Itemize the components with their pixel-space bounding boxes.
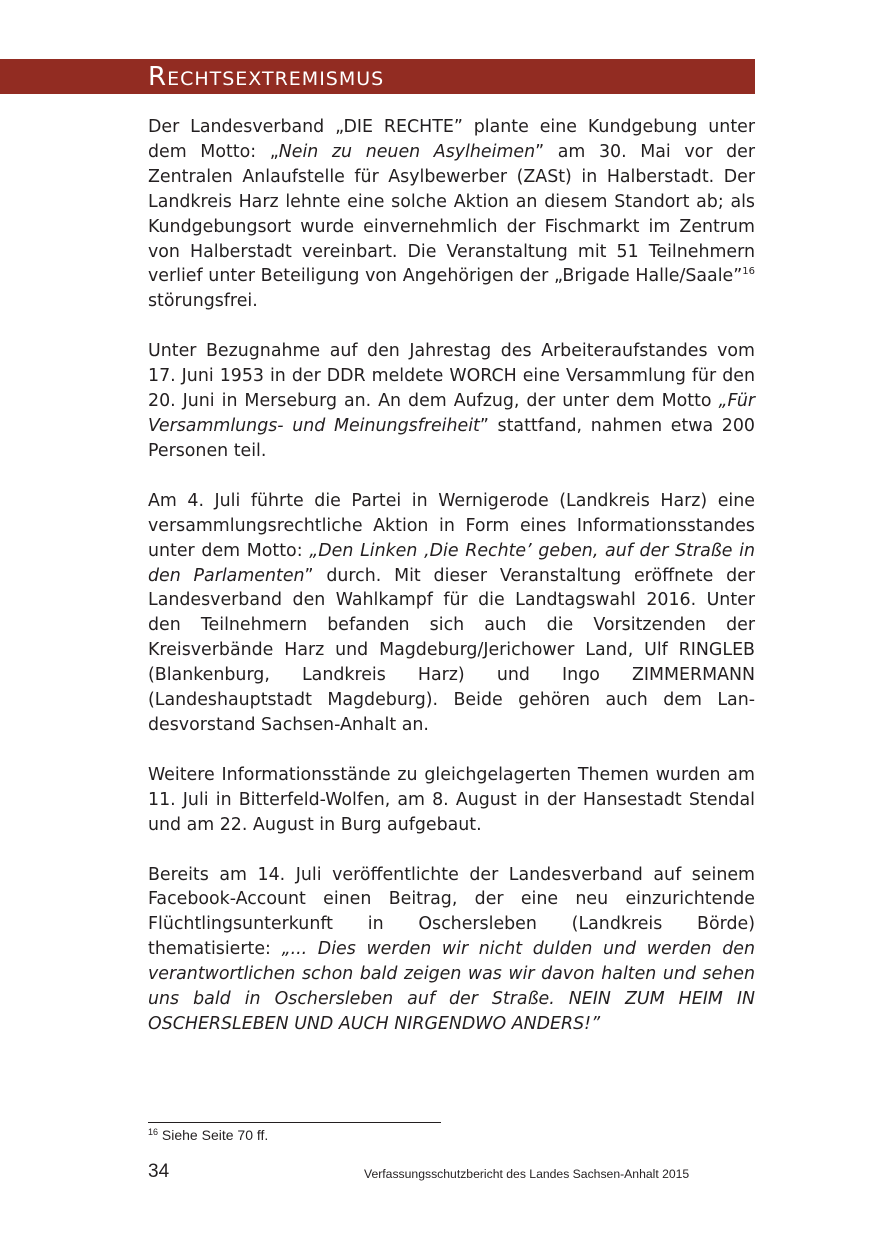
paragraph-1 (148, 115, 755, 314)
footnote-divider (148, 1122, 441, 1123)
footnote-number: 16 (148, 1127, 159, 1137)
paragraph-5-quote: „... Dies werden wir nicht dulden und werden den verantwortlichen schon bald zeigen was wir davon halten und sehen uns bald in Oschersleben auf der Straße. NEIN ZUM HEIM IN OSCHERSLEBEN UND AUCH NIRGENDWO ANDERS!” (148, 939, 755, 1034)
section-title (148, 62, 384, 94)
paragraph-3 (148, 489, 755, 738)
footnote-text: Siehe Seite 70 ff. (158, 1127, 269, 1143)
paragraph-1-text-a: Der Landesverband „DIE RECHTE” plante eine Kundgebung unter dem Motto: „ (148, 117, 755, 162)
paragraph-1-text-c: störungsfrei. (148, 291, 258, 312)
paragraph-5-text-a: Bereits am 14. Juli veröffentlichte der Landesverband auf seinem Facebook-Account einen Beitrag, der eine neu einzurichtende Flüchtlingsunterkunft in Oschersleben (Landkreis Börde) thematisierte: (148, 864, 755, 960)
body-text (148, 115, 755, 1062)
paragraph-1-text-b: ” am 30. Mai vor der Zentralen Anlaufstelle für Asylbewerber (ZASt) in Halberstadt. Der Landkreis Harz lehnte eine solche Aktion an diesem Standort ab; als Kundgebungsort wurde einvernehmlich der Fischmarkt im Zentrum von Halberstadt vereinbart. Die Veranstaltung mit 51 Teilnehmern verlief unter Beteiligung von Angehörigen der „Brigade Halle/Saale” (148, 141, 755, 287)
paragraph-1-motto: Nein zu neuen Asylheimen (278, 141, 536, 162)
section-title-rest: ECHTSEXTREMISMUS (167, 68, 385, 90)
paragraph-3-text-a: Am 4. Juli führte die Partei in Wernigerode (Landkreis Harz) eine versammlungsrechtliche Aktion in Form eines Informationsstandes unter dem Motto: (148, 490, 755, 561)
running-footer-title: Verfassungsschutzbericht des Landes Sachsen-Anhalt 2015 (364, 1167, 690, 1181)
paragraph-4: Weitere Informationsstände zu gleichgelagerten Themen wurden am 11. Juli in Bitterfeld-Wolfen, am 8. August in der Hansestadt Stendal und am 22. August in Burg aufgebaut. (148, 764, 755, 835)
paragraph-2-motto: „Für Versammlungs- und Meinungsfreiheit (148, 391, 755, 436)
paragraph-2-text-a: Unter Bezugnahme auf den Jahrestag des Arbeiteraufstandes vom 17. Juni 1953 in der DDR meldete WORCH eine Versammlung für den 20. Juni in Merseburg an. An dem Aufzug, der unter dem Motto (148, 341, 755, 412)
footnote-reference: 16 (742, 266, 755, 278)
paragraph-3-text-b: ” durch. Mit dieser Veranstaltung eröffnete der Landesverband den Wahlkampf für die Landtagswahl 2016. Unter den Teilnehmern befanden sich auch die Vorsitzenden der Kreisverbände Harz und Magdeburg/Jerichower Land, Ulf RINGLEB (Blankenburg, Landkreis Harz) und Ingo ZIMMERMANN (Landeshauptstadt Magdeburg). Beide gehören auch dem Landesvorstand Sachsen-Anhalt an. (148, 565, 755, 735)
page-number: 34 (148, 1161, 170, 1182)
paragraph-5 (148, 863, 755, 1037)
paragraph-2-text-b: ” stattfand, nahmen etwa 200 Personen teil. (148, 415, 755, 461)
section-title-initial: R (148, 62, 168, 92)
footnote (148, 1127, 268, 1144)
paragraph-2 (148, 339, 755, 464)
paragraph-3-motto: „Den Linken ‚Die Rechte’ geben, auf der Straße in den Parlamenten (148, 540, 755, 586)
